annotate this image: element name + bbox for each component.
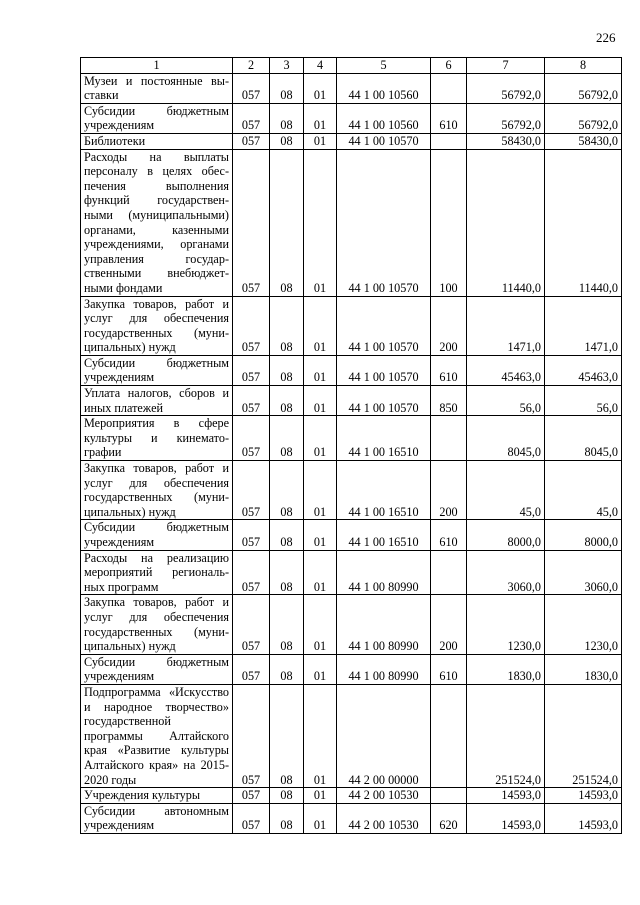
target-article-code: 44 1 00 10570 (337, 386, 431, 416)
admin-code: 057 (233, 684, 270, 787)
section-code: 08 (270, 416, 304, 461)
amount-col8: 3060,0 (545, 550, 622, 595)
column-header: 4 (304, 58, 337, 74)
target-article-code: 44 2 00 00000 (337, 684, 431, 787)
column-header: 5 (337, 58, 431, 74)
amount-col7: 14593,0 (467, 803, 545, 833)
section-code: 08 (270, 654, 304, 684)
amount-col7: 58430,0 (467, 133, 545, 149)
amount-col8: 58430,0 (545, 133, 622, 149)
table-row (81, 654, 622, 684)
amount-col7: 56,0 (467, 386, 545, 416)
amount-col8: 14593,0 (545, 788, 622, 804)
table-row (81, 595, 622, 654)
amount-col8: 11440,0 (545, 149, 622, 296)
amount-col8: 45,0 (545, 461, 622, 520)
expense-type-code (431, 73, 467, 103)
target-article-code: 44 1 00 10570 (337, 355, 431, 385)
target-article-code: 44 1 00 80990 (337, 595, 431, 654)
expense-type-code: 620 (431, 803, 467, 833)
section-code: 08 (270, 788, 304, 804)
subsection-code: 01 (304, 73, 337, 103)
admin-code: 057 (233, 133, 270, 149)
section-code: 08 (270, 355, 304, 385)
admin-code: 057 (233, 654, 270, 684)
target-article-code: 44 1 00 10570 (337, 149, 431, 296)
expense-type-code (431, 416, 467, 461)
amount-col8: 56792,0 (545, 103, 622, 133)
row-name: Расходы на выплаты персоналу в целях обеспечения выполнения функций государственными (муниципальными) органами, казенными учреждениями, органами управления государственными внебюджетными фондами (81, 149, 233, 296)
target-article-code: 44 1 00 10570 (337, 296, 431, 355)
column-header: 6 (431, 58, 467, 74)
subsection-code: 01 (304, 520, 337, 550)
table-row (81, 684, 622, 787)
subsection-code: 01 (304, 550, 337, 595)
table-row (81, 149, 622, 296)
expense-type-code (431, 550, 467, 595)
table-row (81, 550, 622, 595)
target-article-code: 44 1 00 80990 (337, 550, 431, 595)
section-code: 08 (270, 550, 304, 595)
amount-col8: 1830,0 (545, 654, 622, 684)
subsection-code: 01 (304, 416, 337, 461)
amount-col7: 8000,0 (467, 520, 545, 550)
table-row (81, 133, 622, 149)
row-name: Мероприятия в сфере культуры и кинематографии (81, 416, 233, 461)
table-row (81, 803, 622, 833)
admin-code: 057 (233, 416, 270, 461)
row-name: Закупка товаров, работ и услуг для обеспечения государственных (муниципальных) нужд (81, 595, 233, 654)
amount-col8: 56,0 (545, 386, 622, 416)
page-number: 226 (596, 30, 616, 45)
expense-type-code: 850 (431, 386, 467, 416)
target-article-code: 44 1 00 10570 (337, 133, 431, 149)
row-name: Закупка товаров, работ и услуг для обеспечения государственных (муниципальных) нужд (81, 296, 233, 355)
section-code: 08 (270, 73, 304, 103)
admin-code: 057 (233, 296, 270, 355)
section-code: 08 (270, 520, 304, 550)
amount-col7: 1830,0 (467, 654, 545, 684)
amount-col7: 45463,0 (467, 355, 545, 385)
table-row (81, 73, 622, 103)
column-header: 3 (270, 58, 304, 74)
expense-type-code: 200 (431, 461, 467, 520)
subsection-code: 01 (304, 461, 337, 520)
row-name: Субсидии автономным учреждениям (81, 803, 233, 833)
header-row (81, 58, 622, 74)
expense-type-code (431, 133, 467, 149)
admin-code: 057 (233, 386, 270, 416)
expense-type-code: 610 (431, 103, 467, 133)
budget-table (80, 57, 622, 834)
section-code: 08 (270, 103, 304, 133)
section-code: 08 (270, 595, 304, 654)
table-row (81, 386, 622, 416)
amount-col8: 8045,0 (545, 416, 622, 461)
target-article-code: 44 2 00 10530 (337, 803, 431, 833)
row-name: Субсидии бюджетным учреждениям (81, 520, 233, 550)
subsection-code: 01 (304, 296, 337, 355)
admin-code: 057 (233, 550, 270, 595)
subsection-code: 01 (304, 684, 337, 787)
amount-col7: 56792,0 (467, 73, 545, 103)
target-article-code: 44 1 00 10560 (337, 103, 431, 133)
amount-col8: 14593,0 (545, 803, 622, 833)
amount-col7: 3060,0 (467, 550, 545, 595)
amount-col7: 1471,0 (467, 296, 545, 355)
amount-col8: 251524,0 (545, 684, 622, 787)
subsection-code: 01 (304, 788, 337, 804)
expense-type-code: 200 (431, 296, 467, 355)
amount-col7: 45,0 (467, 461, 545, 520)
row-name: Уплата налогов, сборов и иных платежей (81, 386, 233, 416)
expense-type-code (431, 684, 467, 787)
row-name: Субсидии бюджетным учреждениям (81, 103, 233, 133)
admin-code: 057 (233, 103, 270, 133)
expense-type-code: 610 (431, 355, 467, 385)
section-code: 08 (270, 803, 304, 833)
target-article-code: 44 1 00 16510 (337, 520, 431, 550)
row-name: Библиотеки (81, 133, 233, 149)
amount-col7: 251524,0 (467, 684, 545, 787)
subsection-code: 01 (304, 133, 337, 149)
amount-col8: 8000,0 (545, 520, 622, 550)
target-article-code: 44 1 00 16510 (337, 416, 431, 461)
amount-col7: 8045,0 (467, 416, 545, 461)
table-row (81, 788, 622, 804)
amount-col7: 1230,0 (467, 595, 545, 654)
subsection-code: 01 (304, 803, 337, 833)
column-header: 8 (545, 58, 622, 74)
amount-col8: 45463,0 (545, 355, 622, 385)
subsection-code: 01 (304, 355, 337, 385)
section-code: 08 (270, 133, 304, 149)
admin-code: 057 (233, 149, 270, 296)
target-article-code: 44 1 00 80990 (337, 654, 431, 684)
expense-type-code: 200 (431, 595, 467, 654)
target-article-code: 44 2 00 10530 (337, 788, 431, 804)
subsection-code: 01 (304, 103, 337, 133)
table-row (81, 520, 622, 550)
row-name: Учреждения культуры (81, 788, 233, 804)
amount-col7: 56792,0 (467, 103, 545, 133)
amount-col8: 56792,0 (545, 73, 622, 103)
table-row (81, 416, 622, 461)
row-name: Расходы на реализацию мероприятий региональных программ (81, 550, 233, 595)
expense-type-code: 610 (431, 520, 467, 550)
table-row (81, 461, 622, 520)
table-row (81, 296, 622, 355)
column-header: 7 (467, 58, 545, 74)
subsection-code: 01 (304, 595, 337, 654)
column-header: 2 (233, 58, 270, 74)
amount-col8: 1230,0 (545, 595, 622, 654)
subsection-code: 01 (304, 654, 337, 684)
target-article-code: 44 1 00 10560 (337, 73, 431, 103)
table-row (81, 103, 622, 133)
section-code: 08 (270, 296, 304, 355)
row-name: Закупка товаров, работ и услуг для обеспечения государственных (муниципальных) нужд (81, 461, 233, 520)
row-name: Музеи и постоянные выставки (81, 73, 233, 103)
expense-type-code (431, 788, 467, 804)
section-code: 08 (270, 684, 304, 787)
row-name: Подпрограмма «Искусство и народное творчество» государственной программы Алтайского края «Развитие культуры Алтайского края» на 2015-2020 годы (81, 684, 233, 787)
admin-code: 057 (233, 788, 270, 804)
admin-code: 057 (233, 803, 270, 833)
row-name: Субсидии бюджетным учреждениям (81, 654, 233, 684)
target-article-code: 44 1 00 16510 (337, 461, 431, 520)
amount-col8: 1471,0 (545, 296, 622, 355)
subsection-code: 01 (304, 149, 337, 296)
table-row (81, 355, 622, 385)
amount-col7: 14593,0 (467, 788, 545, 804)
admin-code: 057 (233, 461, 270, 520)
section-code: 08 (270, 149, 304, 296)
row-name: Субсидии бюджетным учреждениям (81, 355, 233, 385)
admin-code: 057 (233, 73, 270, 103)
column-header: 1 (81, 58, 233, 74)
amount-col7: 11440,0 (467, 149, 545, 296)
admin-code: 057 (233, 355, 270, 385)
admin-code: 057 (233, 595, 270, 654)
subsection-code: 01 (304, 386, 337, 416)
section-code: 08 (270, 386, 304, 416)
admin-code: 057 (233, 520, 270, 550)
section-code: 08 (270, 461, 304, 520)
expense-type-code: 100 (431, 149, 467, 296)
expense-type-code: 610 (431, 654, 467, 684)
